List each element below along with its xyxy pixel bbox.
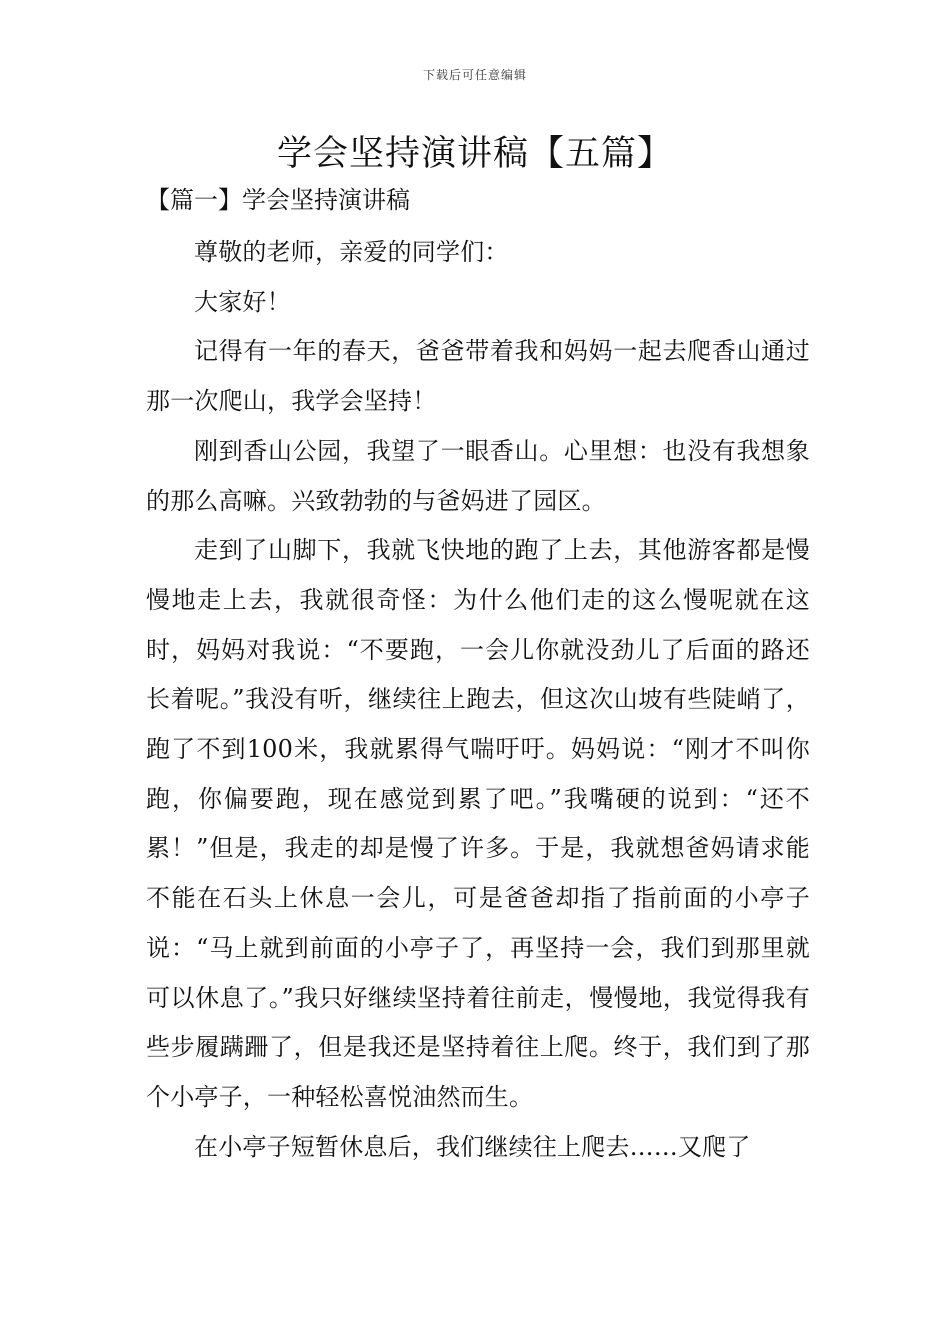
paragraph-intro: 记得有一年的春天，爸爸带着我和妈妈一起去爬香山通过那一次爬山，我学会坚持！ — [146, 337, 810, 416]
section-heading: 【篇一】学会坚持演讲稿 — [146, 186, 410, 214]
paragraph-salutation: 尊敬的老师，亲爱的同学们： — [194, 238, 509, 266]
paragraph-greeting: 大家好！ — [194, 287, 291, 316]
page-header-note: 下载后可任意编辑 — [422, 68, 527, 82]
document-title: 学会坚持演讲稿【五篇】 — [276, 134, 673, 174]
paragraph-continue: 在小亭子短暂休息后，我们继续往上爬去……又爬了 — [194, 1132, 751, 1161]
paragraph-arrival: 刚到香山公园，我望了一眼香山。心里想：也没有我想象的那么高嘛。兴致勃勃的与爸妈进了园区。 — [146, 436, 810, 515]
paragraph-climb: 走到了山脚下，我就飞快地的跑了上去，其他游客都是慢慢地走上去，我就很奇怪：为什么他们走的这么慢呢就在这时，妈妈对我说：“不要跑，一会儿你就没劲儿了后面的路还长着呢。”我没有听，继续往上跑去，但这次山坡有些陡峭了，跑了不到100米，我就累得气喘吁吁。妈妈说：“刚才不叫你跑，你偏要跑，现在感觉到累了吧。”我嘴硬的说到：“还不累！”但是，我走的却是慢了许多。于是，我就想爸妈请求能不能在石头上休息一会儿，可是爸爸却指了指前面的小亭子说：“马上就到前面的小亭子了，再坚持一会，我们到那里就可以休息了。”我只好继续坚持着往前走，慢慢地，我觉得我有些步履蹒跚了，但是我还是坚持着往上爬。终于，我们到了那个小亭子，一种轻松喜悦油然而生。 — [146, 536, 810, 1111]
body-text — [146, 228, 810, 1172]
